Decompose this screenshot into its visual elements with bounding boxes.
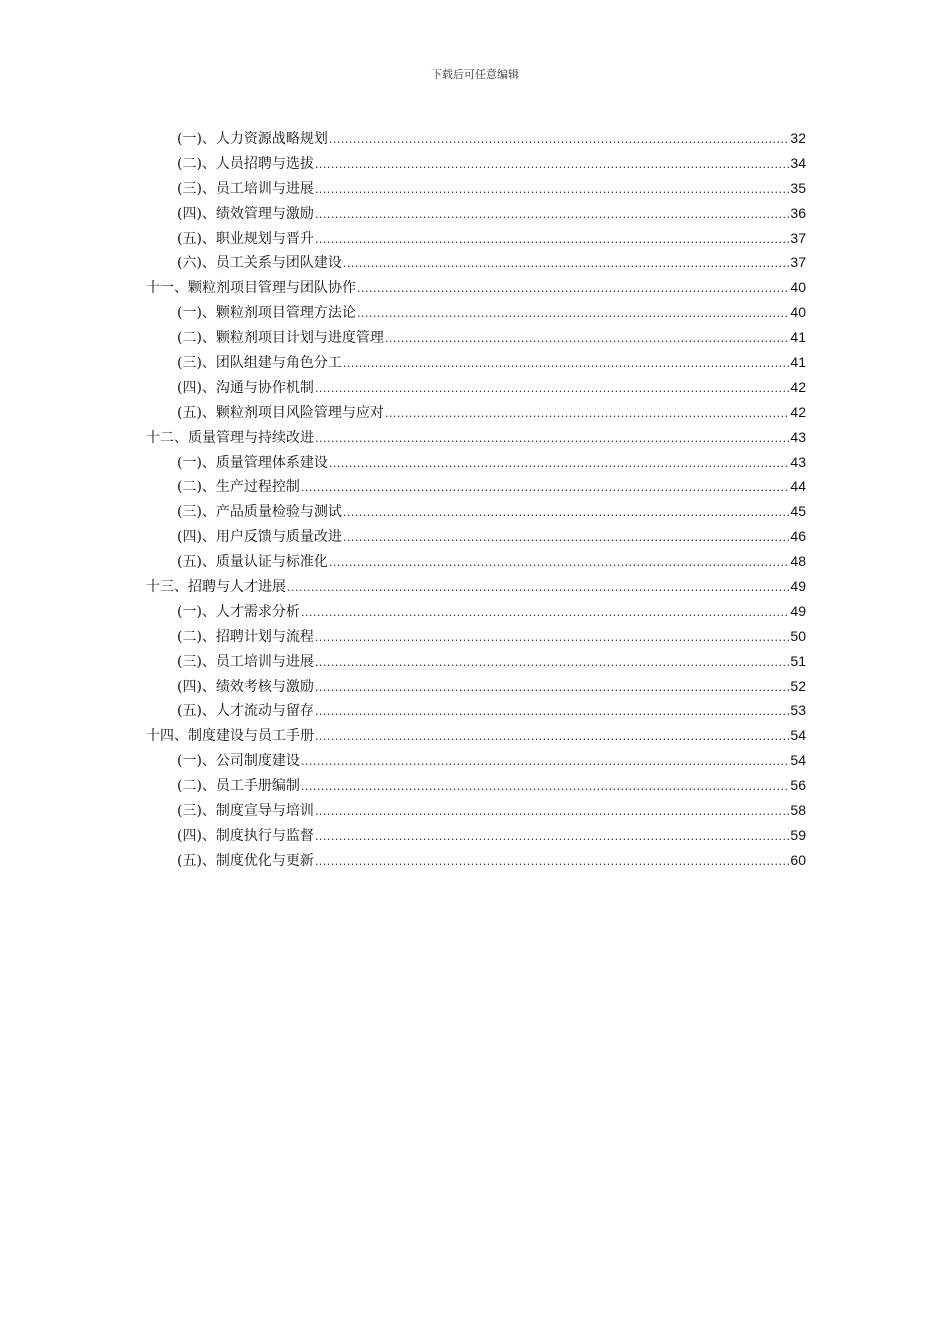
toc-section-entry[interactable] — [146, 176, 806, 201]
toc-entry-label: (四)、绩效考核与激励 — [177, 678, 314, 695]
toc-page-number: 32 — [790, 130, 806, 146]
toc-page-number: 45 — [790, 503, 806, 520]
toc-dot-leader — [343, 352, 789, 377]
toc-page-number: 42 — [790, 378, 806, 395]
toc-dot-leader — [315, 377, 789, 402]
toc-entry-label: (三)、员工培训与进展 — [177, 180, 314, 197]
toc-entry-label: (一)、人力资源战略规划 — [177, 131, 328, 147]
toc-dot-leader — [315, 651, 789, 676]
toc-section-entry[interactable] — [146, 400, 806, 425]
toc-section-entry[interactable] — [146, 350, 806, 375]
toc-entry-label: (四)、沟通与协作机制 — [177, 379, 314, 396]
toc-dot-leader — [315, 676, 789, 701]
toc-dot-leader — [315, 626, 789, 651]
toc-entry-label: (四)、绩效管理与激励 — [177, 205, 314, 222]
toc-chapter-entry[interactable] — [146, 275, 806, 300]
toc-entry-label: (一)、质量管理体系建设 — [177, 454, 328, 471]
toc-dot-leader — [315, 228, 789, 253]
toc-entry-label: (二)、员工手册编制 — [177, 778, 300, 795]
toc-section-entry[interactable] — [146, 748, 806, 773]
toc-chapter-entry[interactable] — [146, 425, 806, 450]
toc-dot-leader — [315, 700, 789, 725]
toc-entry-label: (一)、公司制度建设 — [177, 753, 300, 770]
toc-entry-label: (四)、制度执行与监督 — [177, 827, 314, 844]
toc-section-entry[interactable] — [146, 325, 806, 350]
toc-section-entry[interactable] — [146, 549, 806, 574]
toc-dot-leader — [357, 277, 789, 302]
toc-entry-label: (三)、团队组建与角色分工 — [177, 355, 342, 372]
toc-section-entry[interactable] — [146, 450, 806, 475]
toc-dot-leader — [315, 850, 789, 875]
table-of-contents — [146, 126, 806, 873]
toc-entry-label: (五)、质量认证与标准化 — [177, 554, 328, 571]
toc-page-number: 59 — [790, 826, 806, 843]
toc-section-entry[interactable] — [146, 201, 806, 226]
toc-dot-leader — [301, 750, 789, 775]
toc-page-number: 58 — [790, 802, 806, 819]
toc-entry-label: (五)、制度优化与更新 — [177, 852, 314, 869]
toc-page-number: 56 — [790, 777, 806, 794]
toc-entry-label: 十四、制度建设与员工手册 — [146, 728, 314, 745]
toc-dot-leader — [301, 601, 789, 626]
toc-page-number: 42 — [790, 403, 806, 420]
toc-entry-label: (三)、员工培训与进展 — [177, 653, 314, 670]
toc-page-number: 43 — [790, 453, 806, 470]
toc-entry-label: (四)、用户反馈与质量改进 — [177, 529, 342, 546]
toc-section-entry[interactable] — [146, 624, 806, 649]
toc-dot-leader — [357, 302, 789, 327]
toc-section-entry[interactable] — [146, 674, 806, 699]
toc-section-entry[interactable] — [146, 524, 806, 549]
toc-dot-leader — [315, 825, 789, 850]
toc-entry-label: (二)、招聘计划与流程 — [177, 628, 314, 645]
toc-dot-leader — [315, 153, 789, 178]
toc-page-number: 49 — [790, 578, 806, 595]
toc-entry-label: (二)、生产过程控制 — [177, 479, 300, 496]
toc-dot-leader — [385, 327, 789, 352]
toc-entry-label: (二)、颗粒剂项目计划与进度管理 — [177, 330, 384, 347]
toc-dot-leader — [315, 725, 789, 750]
toc-page-number: 60 — [790, 851, 806, 868]
toc-section-entry[interactable] — [146, 848, 806, 873]
toc-page-number: 35 — [790, 179, 806, 196]
toc-chapter-entry[interactable] — [146, 574, 806, 599]
toc-dot-leader — [301, 775, 789, 800]
toc-page-number: 53 — [790, 702, 806, 719]
toc-chapter-entry[interactable] — [146, 723, 806, 748]
toc-page-number: 40 — [790, 279, 806, 296]
toc-section-entry[interactable] — [146, 300, 806, 325]
toc-dot-leader — [301, 476, 789, 501]
toc-section-entry[interactable] — [146, 499, 806, 524]
toc-section-entry[interactable] — [146, 798, 806, 823]
toc-page-number: 41 — [790, 354, 806, 371]
toc-entry-label: (五)、职业规划与晋升 — [177, 230, 314, 247]
toc-page-number: 37 — [790, 229, 806, 246]
toc-dot-leader — [329, 551, 789, 576]
toc-dot-leader — [343, 501, 789, 526]
toc-entry-label: 十二、质量管理与持续改进 — [146, 429, 314, 446]
toc-entry-label: (三)、产品质量检验与测试 — [177, 504, 342, 521]
toc-section-entry[interactable] — [146, 698, 806, 723]
toc-page-number: 43 — [790, 428, 806, 445]
toc-page-number: 37 — [790, 254, 806, 271]
toc-section-entry[interactable] — [146, 250, 806, 275]
toc-entry-label: (五)、颗粒剂项目风险管理与应对 — [177, 404, 384, 421]
toc-dot-leader — [385, 402, 789, 427]
toc-dot-leader — [329, 128, 789, 153]
page-header: 下载后可任意编辑 — [431, 68, 519, 81]
toc-page-number: 40 — [790, 304, 806, 321]
toc-dot-leader — [329, 452, 789, 477]
toc-page-number: 36 — [790, 204, 806, 221]
toc-section-entry[interactable] — [146, 126, 806, 151]
toc-page-number: 52 — [790, 677, 806, 694]
toc-entry-label: 十三、招聘与人才进展 — [146, 579, 286, 596]
toc-page-number: 46 — [790, 528, 806, 545]
toc-entry-label: (六)、员工关系与团队建设 — [177, 255, 342, 272]
toc-entry-label: 十一、颗粒剂项目管理与团队协作 — [146, 280, 356, 297]
toc-dot-leader — [343, 252, 789, 277]
toc-entry-label: (二)、人员招聘与选拔 — [177, 155, 314, 172]
toc-page-number: 49 — [790, 602, 806, 619]
toc-entry-label: (一)、颗粒剂项目管理方法论 — [177, 305, 356, 322]
toc-section-entry[interactable] — [146, 474, 806, 499]
toc-section-entry[interactable] — [146, 823, 806, 848]
toc-page-number: 41 — [790, 329, 806, 346]
toc-page-number: 51 — [790, 652, 806, 669]
toc-dot-leader — [315, 427, 789, 452]
toc-section-entry[interactable] — [146, 599, 806, 624]
toc-page-number: 54 — [790, 752, 806, 769]
toc-page-number: 34 — [790, 154, 806, 171]
toc-dot-leader — [315, 800, 789, 825]
toc-section-entry[interactable] — [146, 649, 806, 674]
toc-entry-label: (三)、制度宣导与培训 — [177, 803, 314, 820]
toc-dot-leader — [343, 526, 789, 551]
toc-section-entry[interactable] — [146, 773, 806, 798]
toc-section-entry[interactable] — [146, 375, 806, 400]
toc-page-number: 54 — [790, 727, 806, 744]
toc-dot-leader — [315, 203, 789, 228]
toc-dot-leader — [315, 178, 789, 203]
toc-section-entry[interactable] — [146, 226, 806, 251]
toc-section-entry[interactable] — [146, 151, 806, 176]
toc-page-number: 44 — [790, 478, 806, 495]
toc-entry-label: (一)、人才需求分析 — [177, 603, 300, 620]
toc-page-number: 50 — [790, 627, 806, 644]
toc-dot-leader — [287, 576, 789, 601]
toc-entry-label: (五)、人才流动与留存 — [177, 703, 314, 720]
toc-page-number: 48 — [790, 553, 806, 570]
